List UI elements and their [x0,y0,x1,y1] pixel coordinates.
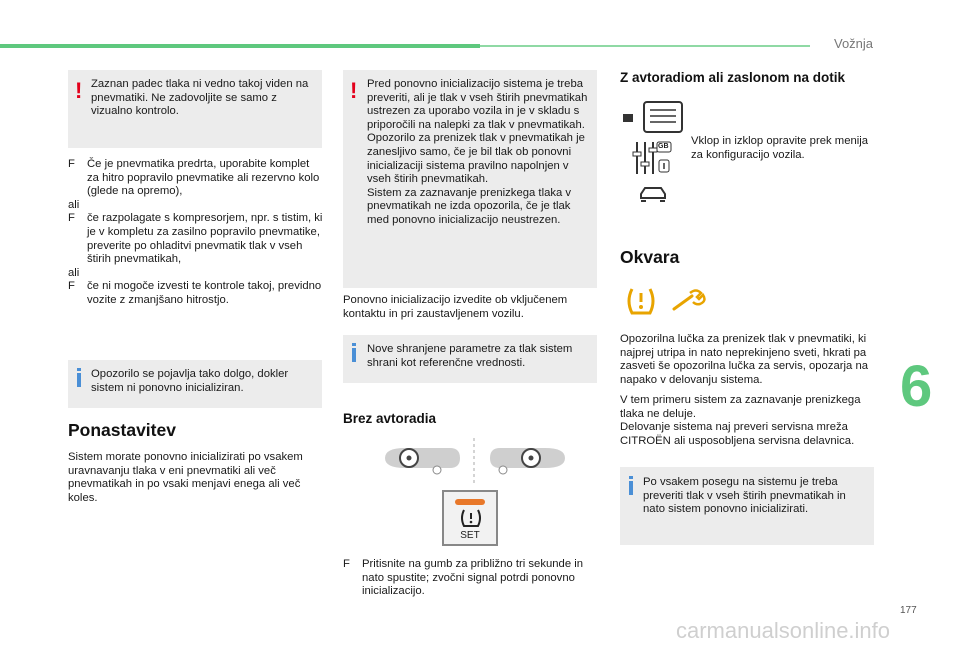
list-item: F Če je pnevmatika predrta, uporabite komplet za hitro popravilo pnevmatike ali rezervno kolo (glede na opremo), [68,158,320,198]
heading-brez-avtoradia: Brez avtoradia [343,411,437,426]
warning-icon: ! [350,78,358,103]
info-icon [629,476,633,495]
section-title: Vožnja [834,36,874,51]
bullet-arrow-icon: F [343,558,350,570]
heading-ponastavitev: Ponastavitev [68,420,176,440]
list-or: ali [68,266,80,279]
service-wrench-icon [670,289,706,313]
info-text: Nove shranjene parametre za tlak sistem shrani kot referenčne vrednosti. [367,343,573,369]
warning-text: Pred ponovno inicializacijo sistema je treba preveriti, ali je tlak v vseh štirih pnevmatikah ustrezen za uporabo vozila in je v skladu s priporočili na nalepki za tlak v pnevmatikah. Opozorilo za prenizek tlak v pnevmatikah je zanesljivo samo, če je bil tlak ob ponovni inicializaciji sistema pravilno napolnjen v vseh štirih pnevmatikah. Sistem za zaznavanje prenizkega tlaka v pnevmatikah ne izda opozorila, če je tlak med ponovno inicializacijo neustrezen. [367,78,588,226]
heading-okvara: Okvara [620,247,680,267]
button-indicator-led [455,499,485,505]
bullet-arrow-icon: F [68,158,75,170]
instruction-list [68,158,324,308]
menu-instruction: Vklop in izklop opravite prek menija za konfiguracijo vozila. [691,135,869,161]
tpms-warning-icon [459,508,483,528]
reset-condition: Ponovno inicializacijo izvedite ob vključenem kontaktu in pri zaustavljenem vozilu. [343,294,568,320]
language-label: GB [658,143,669,150]
info-icon [77,368,81,387]
vehicle-icon [638,184,668,204]
info-text: Opozorilo se pojavlja tako dolgo, dokler sistem ni ponovno inicializiran. [91,368,289,394]
set-label: SET [460,530,480,541]
list-or: ali [68,198,80,211]
top-accent-line [480,45,810,47]
step-item: F Pritisnite na gumb za približno tri sekunde in nato spustite; zvočni signal potrdi ponovno inicializacijo. [343,558,584,598]
steering-wheel-illustration [375,436,575,486]
bullet-arrow-icon: F [68,280,75,293]
list-item: F če razpolagate s kompresorjem, npr. s tistim, ki je v kompletu za zasilno popravilo pnevmatike, preverite po ohladitvi pnevmatik tlak v vseh štirih pnevmatikah, [68,212,323,266]
heading-avtoradio: Z avtoradiom ali zaslonom na dotik [620,70,846,85]
reset-paragraph: Sistem morate ponovno inicializirati po vsakem uravnavanju tlaka v eni pnevmatiki ali več pnevmatikah in po vsaki menjavi enega ali več koles. [68,451,303,504]
list-item: F če ni mogoče izvesti te kontrole takoj, previdno vozite z zmanjšano hitrostjo. [68,280,322,306]
touchscreen-menu-icon [620,100,684,134]
fault-paragraph-1: Opozorilna lučka za prenizek tlak v pnevmatiki, ki najprej utripa in nato neprekinjeno sveti, hkrati pa zasveti še opozorilna lučka za servis, opozarja na napako v delovanju sistema. [620,333,869,386]
bullet-arrow-icon: F [68,212,75,225]
warning-text: Zaznan padec tlaka ni vedno takoj viden na pnevmatiki. Ne zadovoljite se samo z vizualno kontrolo. [91,78,309,118]
page-number: 177 [900,605,917,616]
tpms-set-button[interactable] [442,490,498,546]
watermark: carmanualsonline.info [676,618,891,643]
fault-paragraph-2: V tem primeru sistem za zaznavanje prenizkega tlaka ne deluje. Delovanje sistema naj preveri servisna mreža CITROËN ali usposobljena servisna delavnica. [620,394,861,447]
info-text: Po vsakem posegu na sistemu je treba preveriti tlak v vseh štirih pnevmatikah in nato sistem ponovno inicializirati. [643,476,846,516]
info-icon [352,343,356,362]
tpms-warning-light-icon [626,287,656,315]
warning-icon: ! [75,78,83,103]
top-accent-bar [0,44,480,48]
chapter-number: 6 [900,354,933,419]
